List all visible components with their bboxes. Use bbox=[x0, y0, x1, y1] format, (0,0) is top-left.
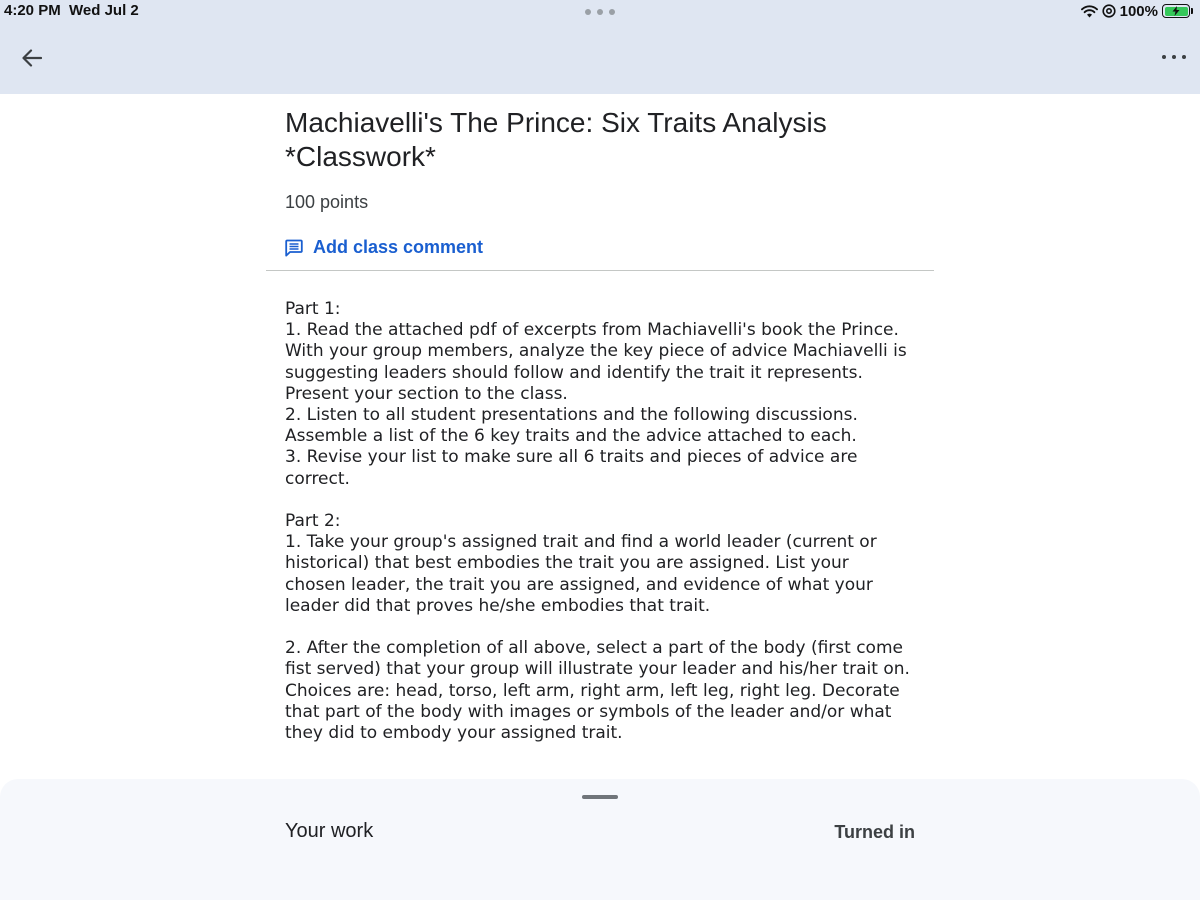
assignment-points: 100 points bbox=[285, 192, 369, 212]
assignment-instructions: Part 1: 1. Read the attached pdf of excerpts from Machiavelli's book the Prince. With your group members, analyze the key piece of advice Machiavelli is suggesting leaders should follow and identify the trait it represents. Present your section to the class. 2. Listen to all student presentations and the following discussions. Assemble a list of the 6 key traits and the advice attached to each. 3. Revise your list to make sure all 6 traits and pieces of advice are correct. Part 2: 1. Take your group's assigned trait and find a world leader (current or historical) that best embodies the trait you are assigned. List your chosen leader, the trait you are assigned, and evidence of what your leader did that proves he/she embodies that trait. 2. After the completion of all above, select a part of the body (first come fist served) that your group will illustrate your leader and his/her trait on. Choices are: head, torso, left arm, right arm, left leg, right leg. Decorate that part of the body with images or symbols of the leader and/or what they did to embody your assigned trait. bbox=[285, 299, 910, 744]
back-button[interactable] bbox=[16, 44, 48, 72]
assignment-header bbox=[285, 106, 925, 258]
status-time: 4:20 PM Wed Jul 2 bbox=[4, 2, 139, 19]
work-status: Turned in bbox=[834, 822, 915, 842]
your-work-title: Your work bbox=[285, 820, 374, 842]
more-horizontal-icon bbox=[1162, 55, 1166, 59]
add-class-comment-button[interactable] bbox=[285, 237, 925, 258]
comment-icon bbox=[285, 239, 303, 257]
your-work-sheet[interactable] bbox=[0, 779, 1200, 900]
divider bbox=[266, 270, 934, 271]
status-indicators bbox=[1081, 1, 1190, 21]
at-icon bbox=[1102, 4, 1116, 18]
arrow-left-icon bbox=[22, 49, 42, 67]
sheet-drag-handle[interactable] bbox=[582, 795, 618, 799]
multitasking-dots-icon[interactable] bbox=[585, 8, 615, 16]
more-options-button[interactable] bbox=[1162, 50, 1186, 64]
wifi-icon bbox=[1081, 5, 1098, 18]
battery-charging-icon bbox=[1162, 4, 1190, 18]
assignment-title: Machiavelli's The Prince: Six Traits Analysis *Classwork* bbox=[285, 107, 827, 172]
battery-percent: 100% bbox=[1119, 2, 1158, 20]
app-header bbox=[0, 0, 1200, 94]
add-class-comment-label: Add class comment bbox=[313, 237, 484, 257]
